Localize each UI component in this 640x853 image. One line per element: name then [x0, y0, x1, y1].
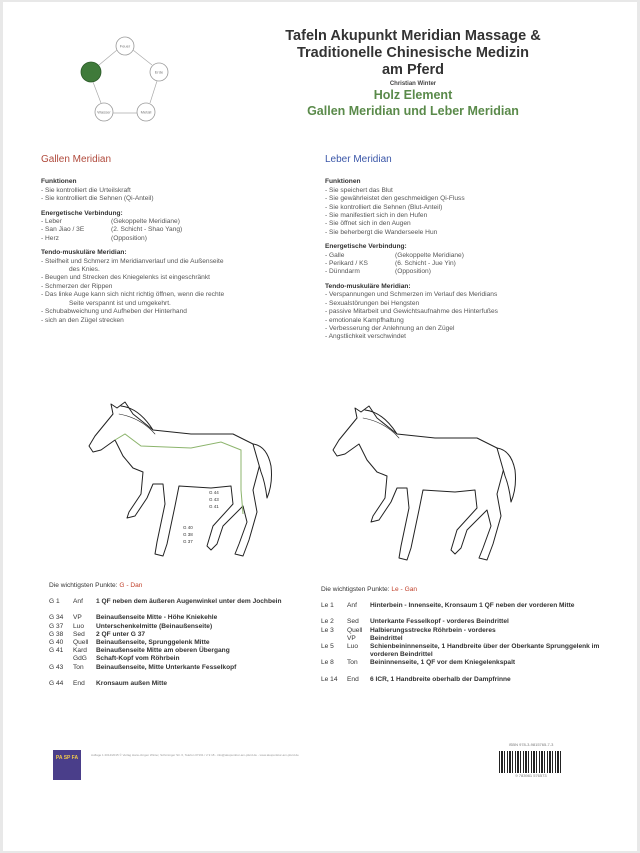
leg-label: G 37 — [183, 539, 193, 544]
leber-tendino-item: - Verspannungen und Schmerzen im Verlauf des Meridians — [325, 291, 498, 299]
element-name: Holz Element — [373, 88, 453, 102]
leber-energetic-item: - Perikard / KS (6. Schicht - Jue Yin) — [325, 260, 456, 268]
gallen-energetic-item: - San Jiao / 3E (2. Schicht - Shao Yang) — [41, 226, 183, 234]
leber-tendino-item: - Angstlichkeit verschwindet — [325, 333, 406, 341]
gallen-meridian-section — [41, 156, 296, 325]
svg-text:Feuer: Feuer — [119, 43, 131, 49]
point-row: G 44 End Kronsaum außen Mitte — [49, 679, 168, 687]
svg-text:Erde: Erde — [154, 69, 164, 75]
leg-label: G 41 — [209, 504, 219, 509]
barcode-bars — [499, 751, 563, 773]
leber-function-item: - Sie speichert das Blut — [325, 186, 393, 194]
isbn-barcode — [499, 742, 563, 788]
author-name: Christian Winter — [389, 81, 437, 87]
leber-function-item: - Sie öffnet sich in den Augen — [325, 220, 411, 228]
leber-functions-heading: Funktionen — [325, 178, 361, 186]
five-elements-diagram — [79, 34, 171, 126]
meridians-subtitle: Gallen Meridian und Leber Meridian — [307, 104, 519, 118]
point-row: Le 8 Ton Beininnenseite, 1 QF vor dem Kniegelenkspalt — [321, 659, 516, 667]
point-row: GdG Schaft-Kopf vom Röhrbein — [73, 655, 180, 663]
leber-points-table — [321, 586, 601, 684]
leber-energetic-heading: Energetische Verbindung: — [325, 243, 407, 251]
leber-energetic-item: - Dünndarm (Opposition) — [325, 268, 431, 276]
point-row: Le 5 Luo Schienbeininnenseite, 1 Handbreite über der Oberkante Sprunggelenk im vorderen Beindrittel — [321, 643, 600, 659]
gallen-function-item: - Sie kontrolliert die Urteilskraft — [41, 186, 131, 194]
gallen-tendino-item: - Schubabweichung und Aufheben der Hinterhand — [41, 308, 187, 316]
svg-text:Holz: Holz — [86, 69, 96, 75]
point-row: Le 14 End 6 ICR, 1 Handbreite oberhalb der Dampfrinne — [321, 675, 511, 683]
leber-meridian-title: Leber Meridian — [325, 154, 392, 165]
leber-points-heading: Die wichtigsten Punkte: Le - Gan — [321, 586, 418, 593]
svg-text:Wasser: Wasser — [97, 109, 111, 115]
leg-label: G 40 — [183, 525, 193, 530]
gallen-tendino-item: - Das linke Auge kann sich nicht richtig öffnen, wenn die rechte — [41, 291, 225, 299]
point-row: Le 1 Anf Hinterbein - Innenseite, Kronsaum 1 QF neben der vorderen Mitte — [321, 602, 575, 610]
leber-tendino-item: - passive Mitarbeit und Gewichtsaufnahme des Hinterfußes — [325, 308, 498, 316]
horse-illustration-gallen — [81, 394, 281, 570]
gallen-energetic-item: - Leber (Gekoppelte Meridiane) — [41, 218, 180, 226]
point-row: Le 2 Sed Unterkante Fesselkopf - vorderes Beindrittel — [321, 618, 509, 626]
title-line-3: am Pferd — [381, 62, 445, 78]
leber-function-item: - Sie gewährleistet den geschmeidigen Qi-Fluss — [325, 195, 465, 203]
footer-text: Auflage 1 2014/2015 © Verlag Hans-Jürgen Winter, Schöninger Str. 6, Telefon 07161 / 2 9 18 - info@akupunktur-am-pferd.de - www.akupunktur-am-pferd.de — [91, 753, 299, 757]
point-row: G 40 Quell Beinaußenseite, Sprunggelenk Mitte — [49, 639, 210, 647]
gallen-tendino-item: Seite verspannt ist und umgekehrt. — [69, 299, 171, 307]
gallen-tendino-item: - Steifheit und Schmerz im Meridianverlauf und die Außenseite — [41, 257, 224, 265]
gallen-tendino-item: - sich an den Zügel strecken — [41, 316, 124, 324]
leber-meridian-section — [325, 156, 595, 342]
gallen-tendino-item: - Beugen und Strecken des Kniegelenks ist eingeschränkt — [41, 274, 210, 282]
gallen-tendino-item: - Schmerzen der Rippen — [41, 282, 113, 290]
poster-page — [3, 2, 637, 851]
barcode-number: 9 783981 576573 — [515, 773, 547, 778]
barcode-isbn: ISBN 978-3-9815765-7-3 — [508, 742, 554, 747]
poster-header — [203, 28, 623, 119]
gallen-points-table — [49, 582, 314, 688]
point-row: G 37 Luo Unterschenkelmitte (Beinaußenseite) — [49, 622, 213, 630]
leg-label: G 38 — [183, 532, 193, 537]
horse-illustration-leber — [325, 398, 525, 574]
gallen-energetic-heading: Energetische Verbindung: — [41, 209, 123, 217]
gallen-tendino-item: des Knies. — [69, 266, 100, 274]
point-row: VP Beindrittel — [347, 634, 403, 642]
leber-function-item: - Sie kontrolliert die Sehnen (Blut-Anteil) — [325, 203, 443, 211]
gallen-functions-heading: Funktionen — [41, 178, 77, 186]
leg-label: G 43 — [209, 497, 219, 502]
gallen-meridian-title: Gallen Meridian — [41, 154, 112, 165]
publisher-logo: PA SP FA — [53, 750, 81, 780]
svg-text:Metall: Metall — [140, 109, 152, 115]
leber-energetic-item: - Galle (Gekoppelte Meridiane) — [325, 251, 464, 259]
leber-tendino-heading: Tendo-muskuläre Meridian: — [325, 282, 411, 290]
leber-function-item: - Sie manifestiert sich in den Hufen — [325, 212, 428, 220]
title-line-1: Tafeln Akupunkt Meridian Massage & — [285, 28, 541, 44]
leber-tendino-item: - Sexualstörungen bei Hengsten — [325, 299, 420, 307]
point-row: G 34 VP Beinaußenseite Mitte - Höhe Kniekehle — [49, 614, 218, 622]
gallen-energetic-item: - Herz (Opposition) — [41, 234, 147, 242]
point-row: G 43 Ton Beinaußenseite, Mitte Unterkante Fesselkopf — [49, 663, 237, 671]
leber-function-item: - Sie beherbergt die Wanderseele Hun — [325, 228, 438, 236]
leg-label: G 44 — [209, 490, 219, 495]
gallen-tendino-heading: Tendo-muskuläre Meridian: — [41, 249, 127, 257]
gallen-points-heading: Die wichtigsten Punkte: G - Dan — [49, 582, 143, 589]
title-line-2: Traditionelle Chinesische Medizin — [296, 45, 530, 61]
point-row: G 38 Sed 2 QF unter G 37 — [49, 630, 146, 638]
leber-tendino-item: - Verbesserung der Anlehnung an den Zügel — [325, 324, 455, 332]
point-row: Le 3 Quell Halbierungsstrecke Röhrbein - vorderes — [321, 626, 496, 634]
point-row: G 41 Kard Beinaußenseite Mitte am oberen Übergang — [49, 647, 230, 655]
leber-tendino-item: - emotionale Kampfhaltung — [325, 316, 404, 324]
point-row: G 1 Anf 1 QF neben dem äußeren Augenwinkel unter dem Jochbein — [49, 598, 282, 606]
gallen-function-item: - Sie kontrolliert die Sehnen (Qi-Anteil) — [41, 195, 154, 203]
